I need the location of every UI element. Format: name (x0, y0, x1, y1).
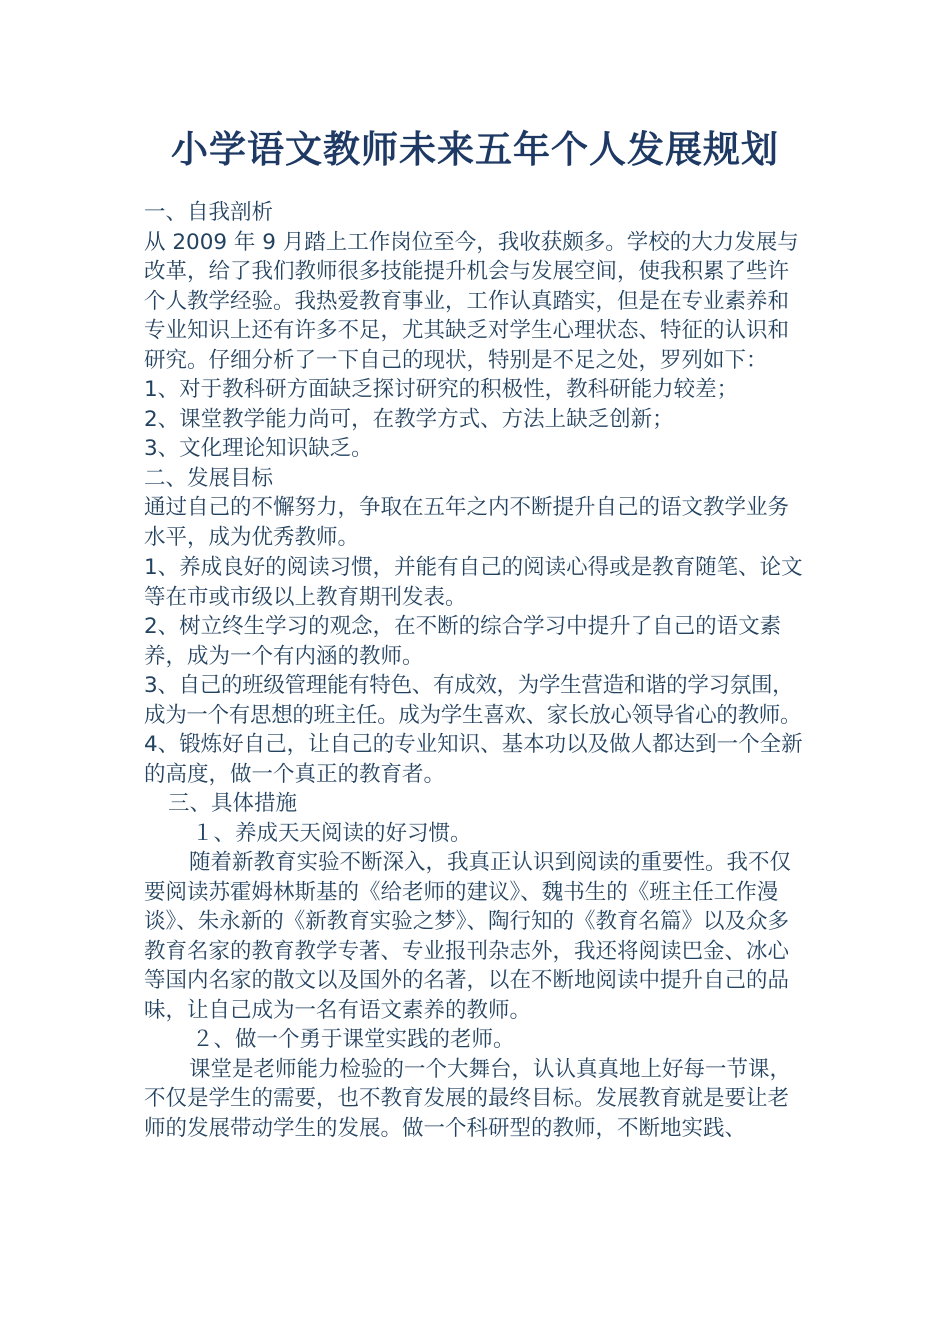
self-analysis-paragraph: 从 2009 年 9 月踏上工作岗位至今，我收获颇多。学校的大力发展与改革，给了我们教师很多技能提升机会与发展空间，使我积累了些许个人教学经验。我热爱教育事业，工作认真踏实，但是在专业素养和专业知识上还有许多不足，尤其缺乏对学生心理状态、特征的认识和研究。仔细分析了一下自己的现状，特别是不足之处，罗列如下： (144, 229, 799, 373)
measure-paragraph-1: 随着新教育实验不断深入，我真正认识到阅读的重要性。我不仅要阅读苏霍姆林斯基的《给老师的建议》、魏书生的《班主任工作漫谈》、朱永新的《新教育实验之梦》、陶行知的《教育名篇》以及众多教育名家的教育教学专著、专业报刊杂志外，我还将阅读巴金、冰心等国内名家的散文以及国外的名著，以在不断地阅读中提升自己的品味，让自己成为一名有语文素养的教师。 (144, 850, 792, 1023)
section-heading-goals: 二、发展目标 (144, 465, 274, 491)
weakness-item-2: 2、课堂教学能力尚可，在教学方式、方法上缺乏创新； (144, 406, 674, 432)
weakness-item-3: 3、文化理论知识缺乏。 (144, 436, 373, 461)
goal-item-3: 3、自己的班级管理能有特色、有成效，为学生营造和谐的学习氛围，成为一个有思想的班主任。成为学生喜欢、家长放心领导省心的教师。 (144, 673, 802, 728)
measure-heading-1: １、养成天天阅读的好习惯。 (192, 820, 472, 846)
goals-intro-paragraph: 通过自己的不懈努力，争取在五年之内不断提升自己的语文教学业务水平，成为优秀教师。 (144, 495, 790, 550)
goal-item-1: 1、养成良好的阅读习惯，并能有自己的阅读心得或是教育随笔、论文等在市或市级以上教育期刊发表。 (144, 555, 803, 610)
measure-heading-2: ２、做一个勇于课堂实践的老师。 (192, 1027, 515, 1052)
goal-item-2: 2、树立终生学习的观念，在不断的综合学习中提升了自己的语文素养，成为一个有内涵的教师。 (144, 614, 782, 669)
section-heading-self-analysis: 一、自我剖析 (144, 200, 274, 225)
document-body (144, 198, 806, 1143)
section-heading-measures: 三、具体措施 (168, 791, 298, 816)
measure-paragraph-2: 课堂是老师能力检验的一个大舞台，认认真真地上好每一节课，不仅是学生的需要，也不教育发展的最终目标。发展教育就是要让老师的发展带动学生的发展。做一个科研型的教师，不断地实践、 (144, 1056, 792, 1141)
weakness-item-1: 1、对于教科研方面缺乏探讨研究的积极性，教科研能力较差； (144, 377, 739, 402)
goal-item-4: 4、锻炼好自己，让自己的专业知识、基本功以及做人都达到一个全新的高度，做一个真正的教育者。 (144, 732, 803, 787)
document-title: 小学语文教师未来五年个人发展规划 (171, 128, 779, 171)
